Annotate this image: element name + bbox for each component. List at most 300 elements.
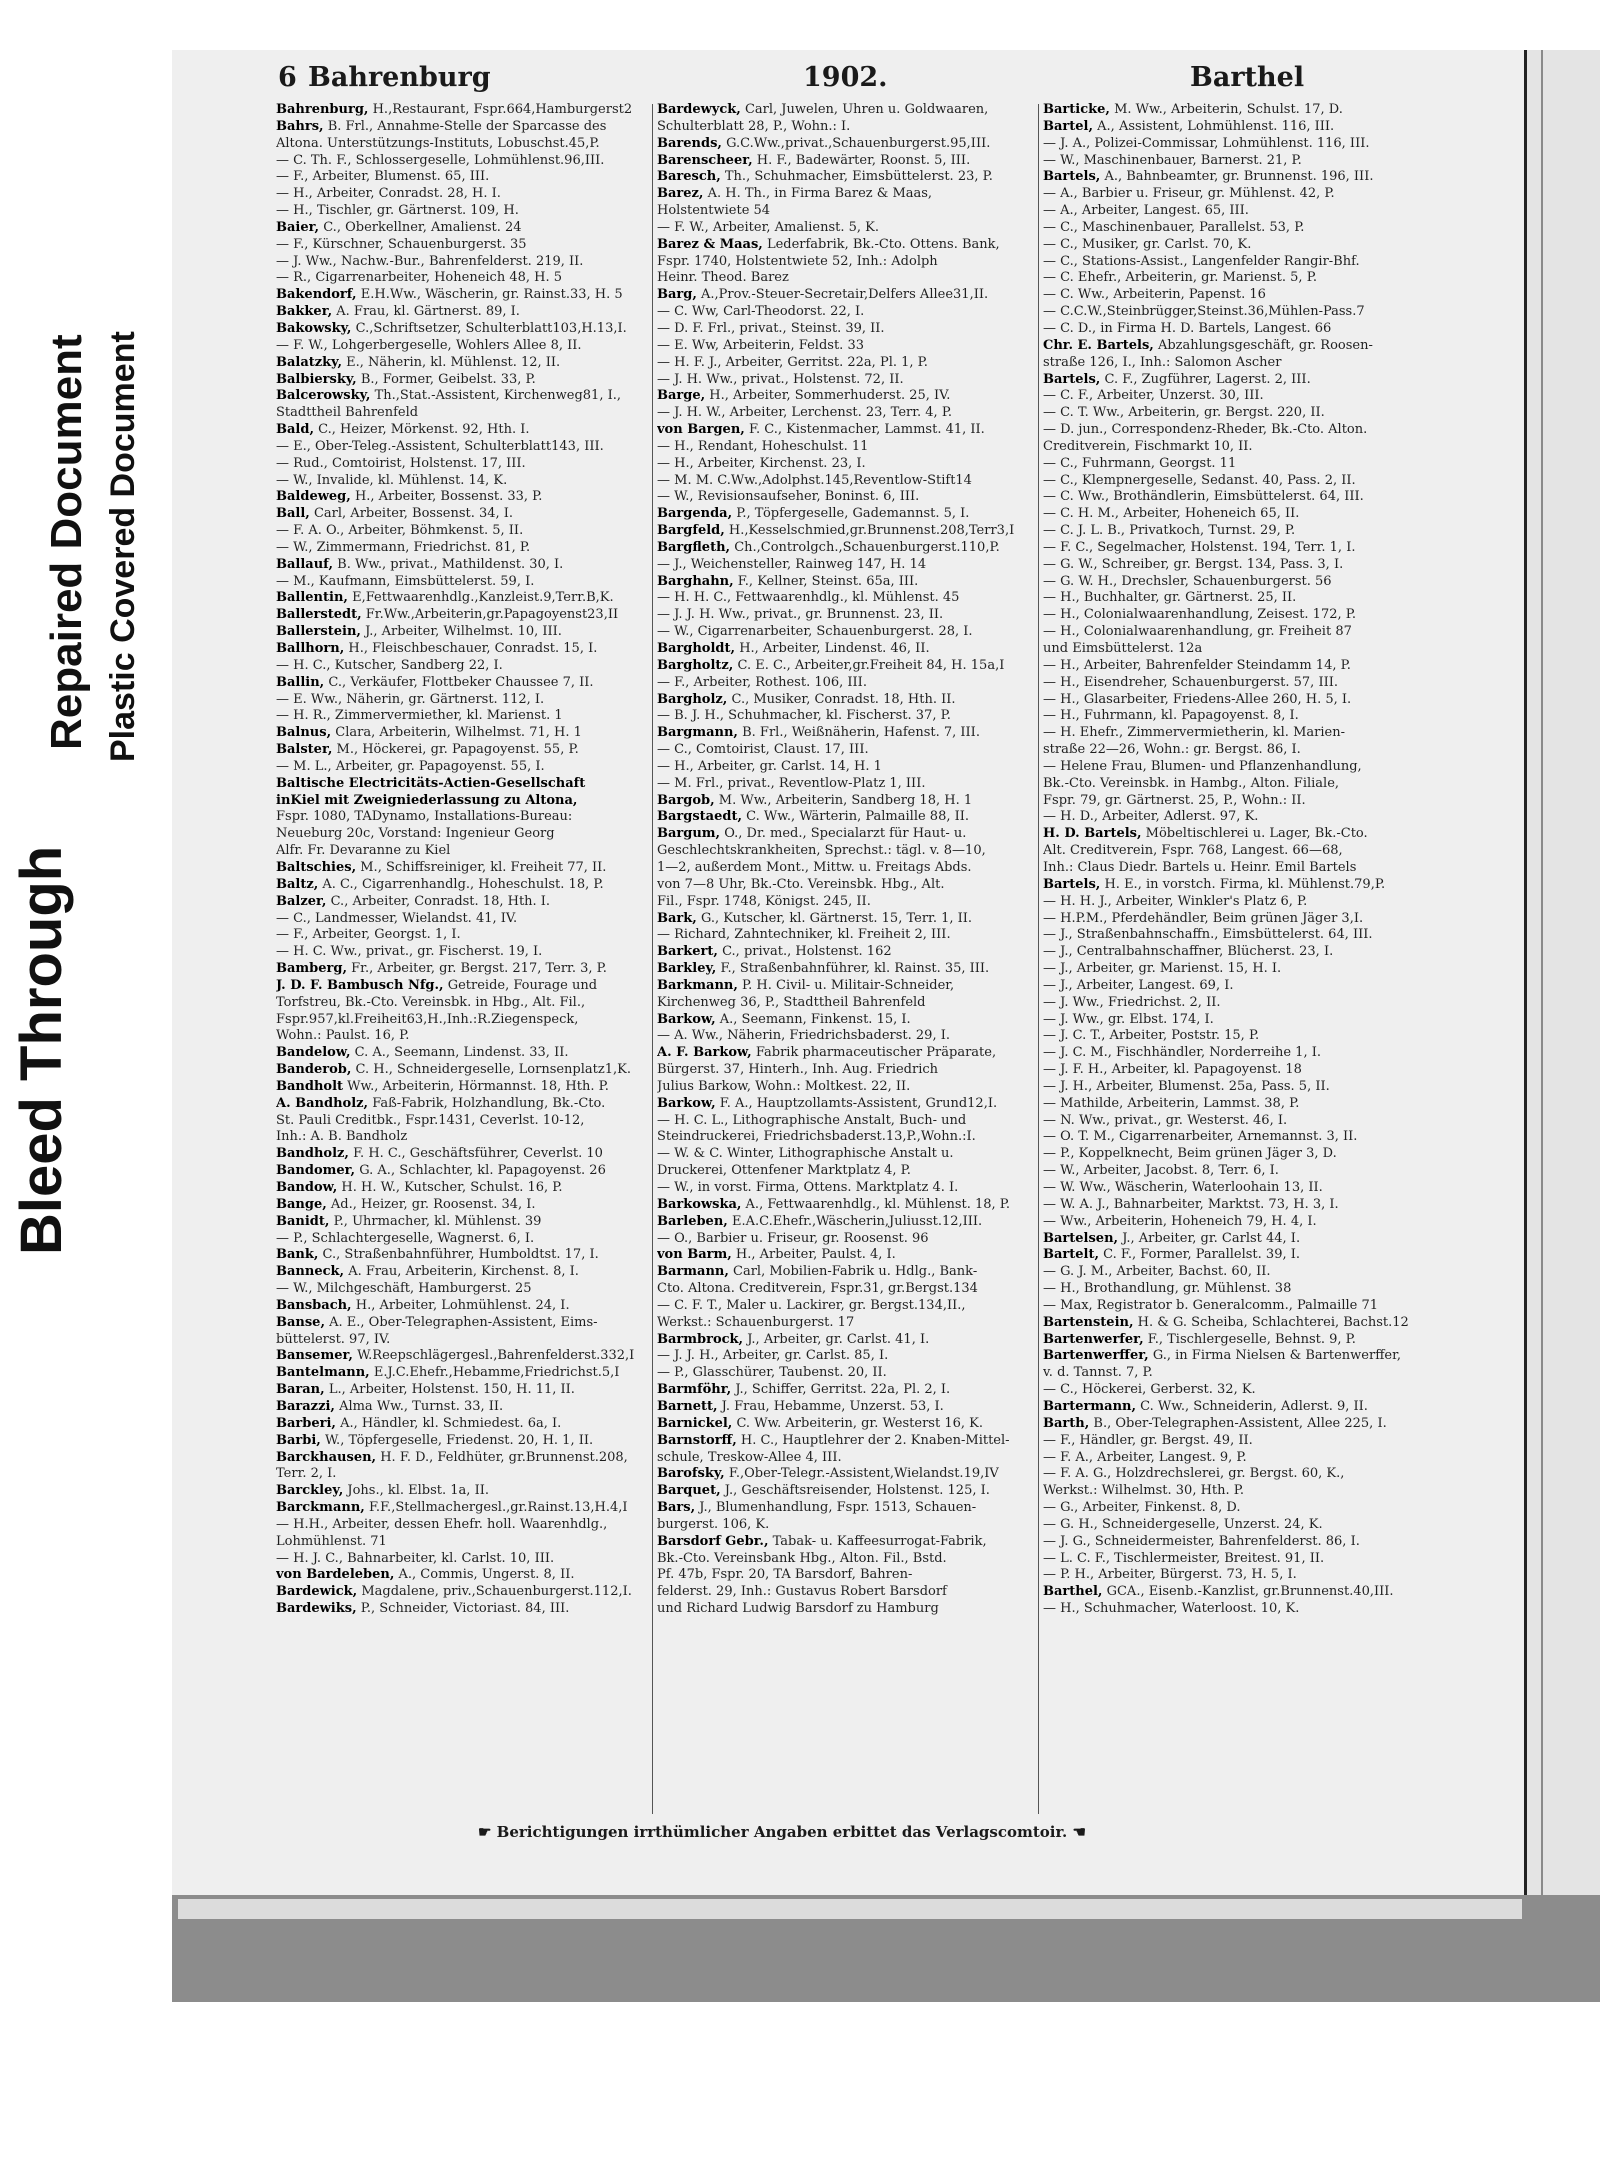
entry-details: M. Ww., Arbeiterin, Sandberg 18, H. 1 [718,792,973,808]
directory-entry [276,1163,656,1180]
column-rule [1038,104,1039,1814]
directory-entry [276,1129,656,1146]
directory-entry [657,540,1037,557]
entry-details: — O., Barbier u. Friseur, gr. Roosenst. 96 [657,1230,929,1246]
entry-details: M. Ww., Arbeiterin, Schulst. 17, D. [1114,102,1343,117]
entry-details: A. Frau, Arbeiterin, Kirchenst. 8, I. [348,1264,579,1280]
directory-entry [1043,894,1428,911]
entry-name: Balnus, [276,725,332,741]
directory-entry [276,1483,656,1500]
directory-entry [276,1264,656,1281]
directory-entry [1043,877,1428,894]
entry-details: P., Uhrmacher, kl. Mühlenst. 39 [333,1213,542,1229]
directory-entry [657,1096,1037,1113]
directory-entry [657,439,1037,456]
entry-details: — H. Ehefr., Zimmervermietherin, kl. Marien- [1043,725,1345,741]
entry-details: — P., Koppelknecht, Beim grünen Jäger 3, D. [1043,1146,1337,1162]
directory-entry [276,119,656,136]
entry-details: F. A., Hauptzollamts-Assistent, Grund12,I. [719,1095,998,1111]
entry-details: F.,Ober-Telegr.-Assistent,Wielandst.19,IV [728,1466,999,1482]
entry-details: — J. J. H., Arbeiter, gr. Carlst. 85, I. [657,1348,889,1364]
directory-entry [1043,119,1428,136]
entry-details: C. H., Schneidergeselle, Lornsenplatz1,K. [355,1062,631,1078]
entry-details: Pf. 47b, Fspr. 20, TA Barsdorf, Bahren- [657,1567,913,1583]
entry-name: Barckhausen, [276,1449,377,1465]
entry-details: Cto. Altona. Creditverein, Fspr.31, gr.Bergst.134 [657,1281,978,1297]
directory-entry [1043,338,1428,355]
directory-entry [1043,220,1428,237]
entry-details: — B. J. H., Schuhmacher, kl. Fischerst. 37, P. [657,708,951,724]
entry-details: — F. W., Arbeiter, Amalienst. 5, K. [657,219,880,235]
directory-entry [1043,1281,1428,1298]
entry-name: Ballerstedt, [276,607,362,623]
directory-entry [1043,843,1428,860]
directory-entry [276,1315,656,1332]
directory-entry [1043,388,1428,405]
header-year: 1902. [803,62,888,93]
entry-name: Bargfeld, [657,523,725,539]
entry-name: Bakendorf, [276,287,357,303]
entry-details: C. F., Former, Parallelst. 39, I. [1103,1247,1300,1263]
directory-entry [276,843,656,860]
entry-details: Fspr. 1740, Holstentwiete 52, Inh.: Adolph [657,253,938,269]
entry-name: Baresch, [657,169,721,185]
entry-details: — J. Ww., gr. Elbst. 174, I. [1043,1011,1214,1027]
directory-entry [1043,1129,1428,1146]
entry-name: Bardewyck, [657,102,741,117]
entry-name: Bartelt, [1043,1247,1100,1263]
directory-entry [657,254,1037,271]
entry-details: — J. H. Ww., privat., Holstenst. 72, II. [657,371,904,387]
entry-details: H., Arbeiter, Lindenst. 46, II. [739,641,930,656]
entry-details: J., Arbeiter, gr. Carlst 44, I. [1122,1230,1301,1246]
page-edge-line [1541,50,1543,1895]
directory-entry [276,304,656,321]
directory-entry [657,590,1037,607]
directory-entry [1043,1298,1428,1315]
entry-details: — C. Th. F., Schlossergeselle, Lohmühlenst.96,III. [276,152,605,168]
directory-entry [276,1450,656,1467]
entry-details: Faß-Fabrik, Holzhandlung, Bk.-Cto. [372,1095,606,1111]
directory-entry [276,1096,656,1113]
directory-entry [657,119,1037,136]
entry-name: Barquet, [657,1483,721,1499]
entry-details: B., Former, Geibelst. 33, P. [360,371,536,387]
directory-entry [657,1601,1037,1618]
entry-name: H. D. Bartels, [1043,826,1142,842]
directory-entry [276,944,656,961]
entry-name: Ballin, [276,674,325,690]
entry-name: Banidt, [276,1213,330,1229]
directory-entry [1043,1214,1428,1231]
entry-details: — C., Musiker, gr. Carlst. 70, K. [1043,236,1252,252]
entry-details: Magdalene, priv.,Schauenburgerst.112,I. [361,1584,632,1600]
entry-details: — C., Landmesser, Wielandst. 41, IV. [276,910,518,926]
entry-details: Abzahlungsgeschäft, gr. Roosen- [1157,337,1373,353]
entry-details: Fr., Arbeiter, gr. Bergst. 217, Terr. 3, P. [351,961,607,977]
directory-entry [1043,456,1428,473]
directory-entry [276,220,656,237]
directory-entry [657,1483,1037,1500]
entry-details: straße 22—26, Wohn.: gr. Bergst. 86, I. [1043,742,1301,758]
entry-name: Bars, [657,1500,696,1516]
entry-details: — H. R., Zimmervermiether, kl. Marienst. 1 [276,708,563,724]
footer-notice: ☛ Berichtigungen irrthümlicher Angaben erbittet das Verlagscomtoir. ☚ [478,1823,1086,1841]
entry-details: — D. jun., Correspondenz-Rheder, Bk.-Cto. Alton. [1043,422,1368,438]
entry-name: Bandomer, [276,1163,356,1179]
entry-name: Bartenwerfer, [1043,1331,1144,1347]
directory-entry [657,489,1037,506]
entry-details: — J. H., Arbeiter, Blumenst. 25a, Pass. 5, II. [1043,1078,1330,1094]
entry-details: Th.,Stat.-Assistent, Kirchenweg81, I., [374,388,621,404]
directory-entry [1043,506,1428,523]
entry-details: H., Arbeiter, Sommerhuderst. 25, IV. [709,388,951,404]
directory-entry [1043,1012,1428,1029]
entry-details: — C. Ww, Carl-Theodorst. 22, I. [657,304,865,320]
directory-entry [276,1601,656,1618]
entry-details: E.J.C.Ehefr.,Hebamme,Friedrichst.5,I [373,1365,620,1381]
entry-details: J., Blumenhandlung, Fspr. 1513, Schauen- [699,1500,977,1516]
entry-name: Barberi, [276,1415,336,1431]
entry-details: B., Ober-Telegraphen-Assistent, Allee 225, I. [1093,1415,1387,1431]
entry-details: — C. H. M., Arbeiter, Hoheneich 65, II. [1043,506,1300,522]
entry-details: Bürgerst. 37, Hinterh., Inh. Aug. Friedrich [657,1062,939,1078]
entry-details: — F., Kürschner, Schauenburgerst. 35 [276,236,527,252]
directory-entry [657,1315,1037,1332]
entry-details: — C. Ww., Arbeiterin, Papenst. 16 [1043,287,1266,303]
entry-name: Bargstaedt, [657,809,742,825]
directory-entry [657,1567,1037,1584]
entry-details: — H.H., Arbeiter, dessen Ehefr. holl. Waarenhdlg., [276,1516,608,1532]
entry-details: E.H.Ww., Wäscherin, gr. Rainst.33, H. 5 [360,287,623,303]
entry-details: J., Geschäftsreisender, Holstenst. 125, I. [724,1483,990,1499]
entry-details: — G. J. M., Arbeiter, Bachst. 60, II. [1043,1264,1271,1280]
entry-details: A., Seemann, Finkenst. 15, I. [719,1011,911,1027]
entry-details: A.,Prov.-Steuer-Secretair,Delfers Allee31,II. [701,287,989,303]
header-left-keyword: Bahrenburg [308,62,491,93]
directory-entry [657,1517,1037,1534]
entry-name: Baltische Electricitäts-Actien-Gesellschaft [276,775,586,791]
entry-details: G., in Firma Nielsen & Bartenwerffer, [1152,1348,1402,1364]
directory-entry [1043,136,1428,153]
directory-entry [657,1500,1037,1517]
directory-entry [276,388,656,405]
directory-entry [1043,927,1428,944]
entry-details: Carl, Mobilien-Fabrik u. Hdlg., Bank- [733,1264,978,1280]
directory-entry [276,203,656,220]
directory-entry [276,641,656,658]
entry-details: Altona. Unterstützungs-Instituts, Lobuschst.45,P. [276,135,600,151]
directory-entry [1043,1584,1428,1601]
directory-entry [657,169,1037,186]
entry-name: Bardewick, [276,1584,358,1600]
entry-name: Bartels, [1043,169,1101,185]
directory-entry [276,826,656,843]
entry-details: — C. Ehefr., Arbeiterin, gr. Marienst. 5, P. [1043,270,1317,286]
directory-entry [657,220,1037,237]
directory-entry [657,877,1037,894]
directory-entry [276,911,656,928]
entry-details: — H., Tischler, gr. Gärtnerst. 109, H. [276,203,519,219]
entry-details: P. H. Civil- u. Militair-Schneider, [742,977,955,993]
entry-name: Barez & Maas, [657,236,763,252]
entry-details: P., Schneider, Victoriast. 84, III. [360,1601,570,1617]
entry-details: — G., Arbeiter, Finkenst. 8, D. [1043,1500,1241,1516]
entry-details: — C., Comtoirist, Claust. 17, III. [657,742,869,758]
directory-entry [657,809,1037,826]
entry-details: — M. M. C.Ww.,Adolphst.145,Reventlow-Stift14 [657,472,972,488]
entry-details: — H. C. Ww., privat., gr. Fischerst. 19, I. [276,944,543,960]
directory-entry [657,153,1037,170]
directory-entry [657,675,1037,692]
entry-name: Banse, [276,1314,325,1330]
entry-name: inKiel mit Zweigniederlassung zu Altona, [276,792,578,808]
entry-name: Bargfleth, [657,539,731,555]
entry-name: Balcerowsky, [276,388,371,404]
directory-entry [1043,1365,1428,1382]
directory-entry [276,1281,656,1298]
directory-entry [276,1332,656,1349]
directory-entry [276,1146,656,1163]
entry-details: F., Kellner, Steinst. 65a, III. [737,573,919,589]
entry-details: — A., Barbier u. Friseur, gr. Mühlenst. 42, P. [1043,186,1335,202]
entry-details: — F. A. G., Holzdrechslerei, gr. Bergst. 60, K., [1043,1466,1345,1482]
entry-name: Barends, [657,135,722,151]
entry-details: — A. Ww., Näherin, Friedrichsbaderst. 29, I. [657,1028,950,1044]
entry-name: Baldeweg, [276,489,351,505]
entry-name: Barenscheer, [657,152,753,168]
directory-entry [657,1028,1037,1045]
directory-column-2 [657,102,1037,1618]
directory-entry [1043,1079,1428,1096]
directory-entry [657,894,1037,911]
entry-details: — W., Milchgeschäft, Hamburgerst. 25 [276,1281,532,1297]
entry-details: Alfr. Fr. Devaranne zu Kiel [276,843,451,859]
directory-entry [276,793,656,810]
entry-details: A., Händler, kl. Schmiedest. 6a, I. [340,1415,562,1431]
entry-details: E,Fettwaarenhdlg.,Kanzleist.9,Terr.B,K. [352,590,614,606]
directory-entry [276,1062,656,1079]
entry-details: — W., Invalide, kl. Mühlenst. 14, K. [276,472,508,488]
directory-entry [1043,590,1428,607]
directory-entry [657,355,1037,372]
entry-name: Bark, [657,910,697,926]
entry-details: H. E., in vorstch. Firma, kl. Mühlenst.79,P. [1104,876,1386,892]
entry-name: Baltschies, [276,859,357,875]
entry-details: — J., Arbeiter, gr. Marienst. 15, H. I. [1043,961,1282,977]
directory-entry [276,927,656,944]
directory-entry [276,1231,656,1248]
directory-entry [1043,809,1428,826]
directory-entry [657,1466,1037,1483]
entry-name: Barmann, [657,1264,729,1280]
directory-entry [657,1247,1037,1264]
directory-entry [276,1028,656,1045]
entry-details: straße 126, I., Inh.: Salomon Ascher [1043,354,1282,370]
entry-details: Fabrik pharmaceutischer Präparate, [755,1045,997,1061]
entry-details: H.,Restaurant, Fspr.664,Hamburgerst2 [372,102,633,117]
entry-details: und Richard Ludwig Barsdorf zu Hamburg [657,1601,939,1617]
directory-entry [276,574,656,591]
entry-details: Lederfabrik, Bk.-Cto. Ottens. Bank, [766,236,1000,252]
directory-entry [276,1113,656,1130]
directory-entry [1043,1113,1428,1130]
directory-entry [657,624,1037,641]
directory-entry [1043,860,1428,877]
entry-details: — Helene Frau, Blumen- und Pflanzenhandlung, [1043,758,1362,774]
entry-name: Bargholdt, [657,641,736,656]
entry-details: — J., Straßenbahnschaffn., Eimsbüttelerst. 64, III. [1043,927,1373,943]
directory-entry [1043,1382,1428,1399]
directory-entry [1043,1450,1428,1467]
entry-details: Fr.Ww.,Arbeiterin,gr.Papagoyenst23,II [365,607,619,623]
entry-details: — C. J. L. B., Privatkoch, Turnst. 29, P. [1043,523,1296,539]
entry-name: Bandholz, [276,1146,349,1162]
entry-details: L., Arbeiter, Holstenst. 150, H. 11, II. [328,1382,575,1398]
directory-entry [1043,254,1428,271]
entry-details: Clara, Arbeiterin, Wilhelmst. 71, H. 1 [335,725,582,741]
entry-name: Bantelmann, [276,1365,370,1381]
entry-details: — O. T. M., Cigarrenarbeiter, Arnemannst. 3, II. [1043,1129,1358,1145]
directory-entry [1043,1028,1428,1045]
directory-entry [1043,1247,1428,1264]
directory-entry [276,759,656,776]
directory-entry [276,153,656,170]
directory-entry [1043,1567,1428,1584]
entry-name: Barg, [657,287,697,303]
entry-details: — W., Maschinenbauer, Barnerst. 21, P. [1043,152,1302,168]
entry-details: — H., Colonialwaarenhandlung, gr. Freiheit 87 [1043,624,1352,640]
entry-details: — G. W., Schreiber, gr. Bergst. 134, Pass. 3, I. [1043,556,1344,572]
directory-entry [276,1584,656,1601]
entry-details: — Max, Registrator b. Generalcomm., Palmaille 71 [1043,1297,1379,1313]
label-card [0,50,172,2002]
directory-entry [657,102,1037,119]
entry-name: Bandholt [276,1078,344,1094]
directory-entry [276,1500,656,1517]
entry-name: Bargholz, [657,691,728,707]
directory-entry [1043,186,1428,203]
entry-details: Holstentwiete 54 [657,203,771,219]
entry-details: Getreide, Fourage und [447,977,598,993]
entry-details: M., Schiffsreiniger, kl. Freiheit 77, II. [360,859,607,875]
entry-details: C., Straßenbahnführer, Humboldtst. 17, I. [322,1247,599,1263]
entry-details: — H., Arbeiter, gr. Carlst. 14, H. 1 [657,758,882,774]
directory-entry [1043,574,1428,591]
directory-entry [276,708,656,725]
directory-entry [657,927,1037,944]
directory-entry [657,1163,1037,1180]
directory-entry [1043,742,1428,759]
entry-name: Balatzky, [276,354,343,370]
entry-details: Neueburg 20c, Vorstand: Ingenieur Georg [276,826,555,842]
entry-name: Bartermann, [1043,1398,1136,1414]
entry-details: — W., Arbeiter, Jacobst. 8, Terr. 6, I. [1043,1163,1279,1179]
directory-entry [276,1399,656,1416]
directory-entry [276,473,656,490]
bleed-through-label: Bleed Through [9,845,74,1255]
directory-entry [1043,557,1428,574]
directory-entry [657,725,1037,742]
directory-entry [276,776,656,793]
directory-entry [657,1534,1037,1551]
directory-entry [276,439,656,456]
directory-entry [1043,523,1428,540]
entry-name: von Bargen, [657,422,745,438]
directory-entry [1043,708,1428,725]
entry-name: Barckley, [276,1483,344,1499]
entry-details: C., Oberkellner, Amalienst. 24 [323,219,522,235]
entry-details: schule, Treskow-Allee 4, III. [657,1449,842,1465]
directory-entry [276,169,656,186]
entry-details: Schulterblatt 28, P., Wohn.: I. [657,118,851,134]
entry-name: Barnett, [657,1398,718,1414]
entry-details: C. Ww., Wärterin, Palmaille 88, II. [746,809,970,825]
directory-entry [657,961,1037,978]
entry-name: A. Bandholz, [276,1095,369,1111]
entry-details: — P., Schlachtergeselle, Wagnerst. 6, I. [276,1230,535,1246]
entry-details: — L. C. F., Tischlermeister, Breitest. 91, II. [1043,1550,1325,1566]
directory-entry [1043,961,1428,978]
entry-details: — J. J. H. Ww., privat., gr. Brunnenst. 23, II. [657,607,944,623]
entry-details: Terr. 2, I. [276,1466,337,1482]
entry-name: Barazzi, [276,1398,335,1414]
entry-details: — J. H. W., Arbeiter, Lerchenst. 23, Terr. 4, P. [657,405,953,421]
directory-entry [1043,1197,1428,1214]
directory-entry [657,860,1037,877]
entry-details: C., Heizer, Mörkenst. 92, Hth. I. [318,422,530,438]
entry-details: Ww., Arbeiterin, Hörmannst. 18, Hth. P. [347,1078,609,1094]
entry-details: W., Töpfergeselle, Friedenst. 20, H. 1, II. [324,1432,594,1448]
entry-details: — H. J. C., Bahnarbeiter, kl. Carlst. 10, III. [276,1550,555,1566]
entry-name: Bartels, [1043,876,1101,892]
directory-entry [657,1129,1037,1146]
directory-entry [276,372,656,389]
entry-name: Baltz, [276,876,319,892]
entry-details: A. E., Ober-Telegraphen-Assistent, Eims- [329,1314,598,1330]
entry-name: Bansemer, [276,1348,353,1364]
directory-entry [1043,1315,1428,1332]
entry-details: — F., Arbeiter, Rothest. 106, III. [657,674,867,690]
entry-name: Balzer, [276,893,327,909]
directory-entry [276,540,656,557]
entry-name: Bartelsen, [1043,1230,1119,1246]
entry-name: Bansbach, [276,1297,352,1313]
directory-entry [657,995,1037,1012]
entry-details: — H. H. J., Arbeiter, Winkler's Platz 6, P. [1043,893,1308,909]
directory-entry [276,1365,656,1382]
entry-details: — J. C. M., Fischhändler, Norderreihe 1, I. [1043,1045,1321,1061]
directory-entry [657,1231,1037,1248]
entry-details: — H., Glasarbeiter, Friedens-Allee 260, H. 5, I. [1043,691,1352,707]
directory-entry [1043,1466,1428,1483]
entry-details: — C., Maschinenbauer, Parallelst. 53, P. [1043,219,1305,235]
entry-details: Fil., Fspr. 1748, Königst. 245, II. [657,893,871,909]
entry-details: — Richard, Zahntechniker, kl. Freiheit 2, III. [657,927,951,943]
directory-entry [657,338,1037,355]
entry-name: Barnickel, [657,1415,733,1431]
directory-entry [276,961,656,978]
directory-entry [276,1517,656,1534]
entry-details: — J., Weichensteller, Rainweg 147, H. 14 [657,556,927,572]
entry-name: Bartel, [1043,118,1094,134]
directory-entry [657,1365,1037,1382]
directory-entry [1043,1264,1428,1281]
entry-details: Julius Barkow, Wohn.: Moltkest. 22, II. [657,1078,911,1094]
entry-name: A. F. Barkow, [657,1045,752,1061]
directory-entry [657,944,1037,961]
directory-entry [276,675,656,692]
